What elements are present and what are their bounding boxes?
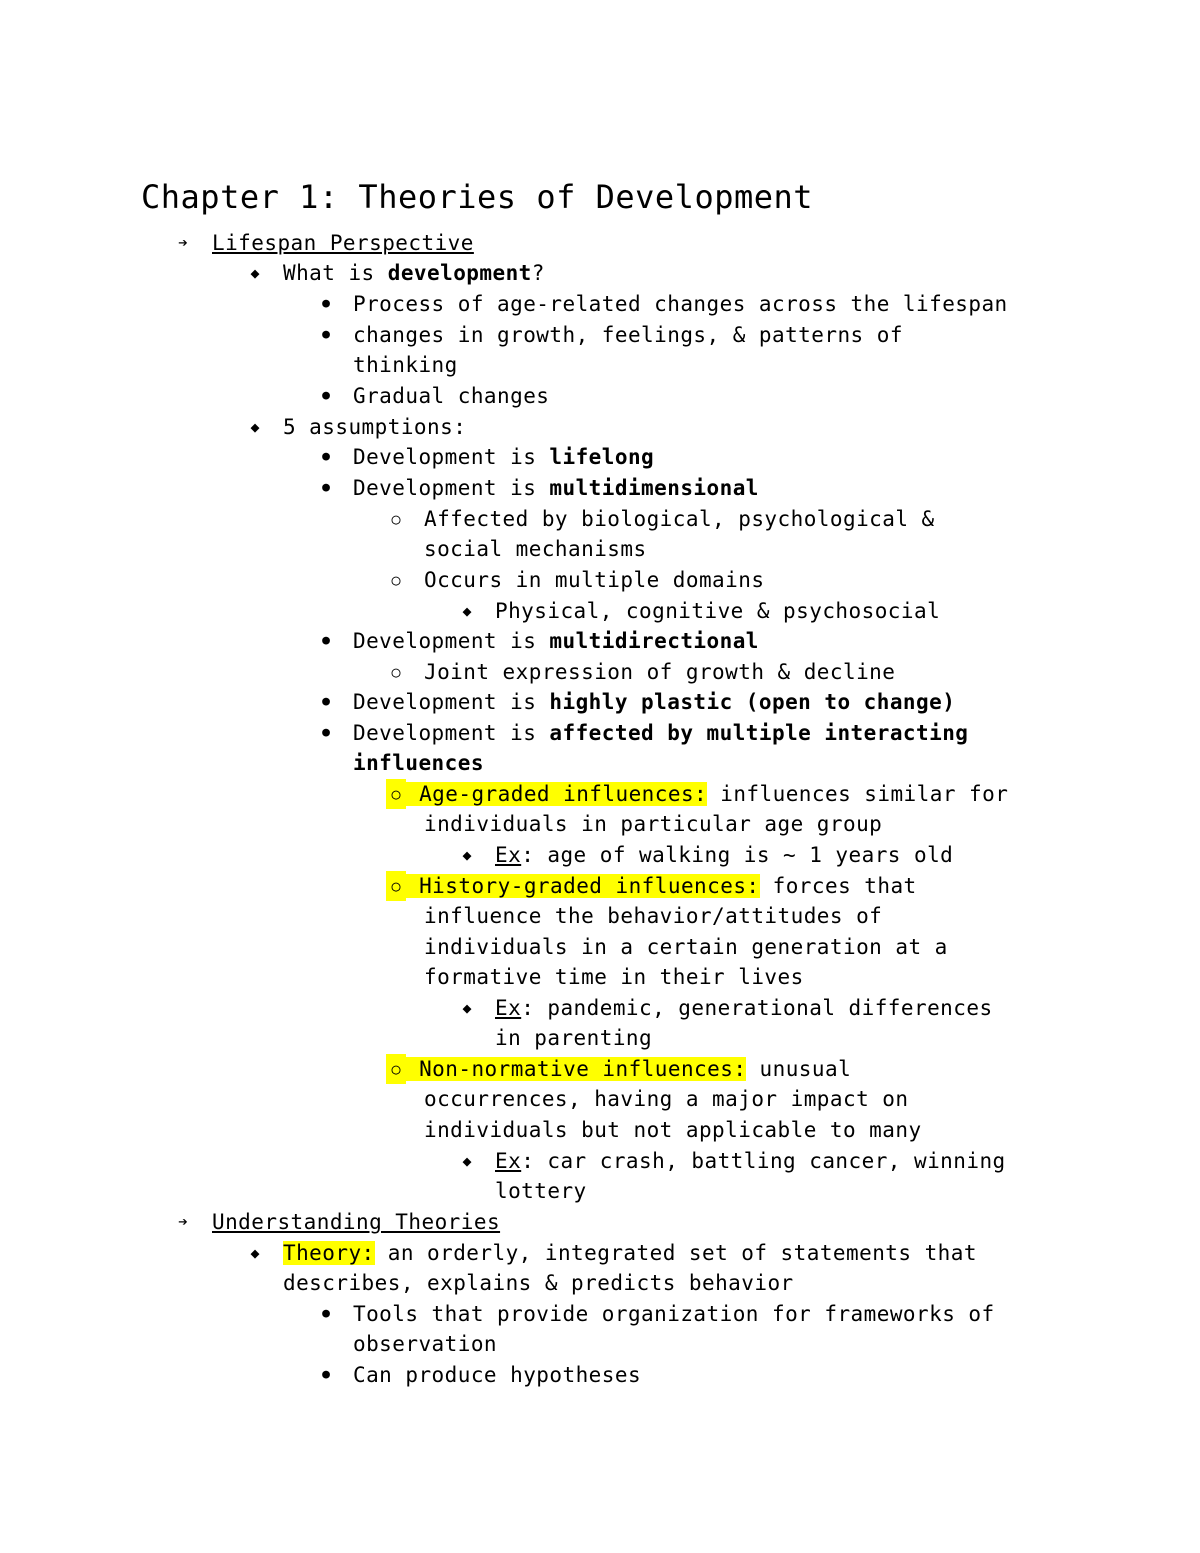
circle-bullet-icon: ○ [386, 779, 406, 809]
circle-bullet-icon: ○ [386, 1054, 406, 1084]
list-item: Development is highly plastic (open to change) [353, 690, 956, 714]
circle-bullet-icon: ○ [391, 571, 401, 589]
list-item-continuation: in parenting [495, 1026, 653, 1050]
definition-theory: Theory: an orderly, integrated set of statements that [283, 1241, 977, 1265]
definition-age-graded: Age-graded influences: influences similar for [406, 779, 1008, 809]
disc-bullet-icon: ● [322, 296, 330, 311]
circle-bullet-icon: ○ [386, 871, 406, 901]
list-item-continuation: individuals in a certain generation at a [424, 935, 948, 959]
list-item-continuation: influences [353, 751, 484, 775]
list-item: Occurs in multiple domains [424, 568, 765, 592]
list-item: Process of age-related changes across the lifespan [353, 292, 1008, 316]
list-item-continuation: lottery [495, 1179, 587, 1203]
diamond-bullet-icon: ◆ [462, 846, 472, 864]
list-item: 5 assumptions: [283, 415, 467, 439]
definition-history-graded: History-graded influences: forces that [406, 871, 917, 901]
list-item: Gradual changes [353, 384, 550, 408]
disc-bullet-icon: ● [322, 449, 330, 464]
example-item: Ex: pandemic, generational differences [495, 996, 993, 1020]
list-item: Affected by biological, psychological & [424, 507, 935, 531]
list-item: changes in growth, feelings, & patterns of [353, 323, 903, 347]
list-item-continuation: occurrences, having a major impact on [424, 1087, 909, 1111]
list-item-continuation: individuals but not applicable to many [424, 1118, 922, 1142]
disc-bullet-icon: ● [322, 633, 330, 648]
arrow-bullet-icon: ➔ [178, 1212, 188, 1231]
diamond-bullet-icon: ◆ [462, 1152, 472, 1170]
list-item-continuation: thinking [353, 353, 458, 377]
list-item: Can produce hypotheses [353, 1363, 642, 1387]
list-item: Development is affected by multiple interacting [353, 721, 969, 745]
example-item: Ex: car crash, battling cancer, winning [495, 1149, 1006, 1173]
list-item-continuation: formative time in their lives [424, 965, 804, 989]
page-title: Chapter 1: Theories of Development [141, 178, 814, 216]
example-item: Ex: age of walking is ~ 1 years old [495, 843, 954, 867]
section-heading-understanding: Understanding Theories [212, 1210, 501, 1234]
circle-bullet-icon: ○ [391, 510, 401, 528]
list-item: Physical, cognitive & psychosocial [495, 599, 941, 623]
list-item-continuation: social mechanisms [424, 537, 647, 561]
list-item: What is development? [283, 261, 545, 285]
circle-bullet-icon: ○ [391, 663, 401, 681]
definition-non-normative: Non-normative influences: unusual [406, 1054, 851, 1084]
list-item-continuation: influence the behavior/attitudes of [424, 904, 883, 928]
disc-bullet-icon: ● [322, 694, 330, 709]
disc-bullet-icon: ● [322, 388, 330, 403]
list-item: Tools that provide organization for frameworks of [353, 1302, 995, 1326]
disc-bullet-icon: ● [322, 480, 330, 495]
arrow-bullet-icon: ➔ [178, 233, 188, 252]
disc-bullet-icon: ● [322, 327, 330, 342]
list-item-continuation: individuals in particular age group [424, 812, 883, 836]
section-heading-lifespan: Lifespan Perspective [212, 231, 474, 255]
disc-bullet-icon: ● [322, 725, 330, 740]
disc-bullet-icon: ● [322, 1367, 330, 1382]
list-item-continuation: observation [353, 1332, 498, 1356]
diamond-bullet-icon: ◆ [462, 602, 472, 620]
diamond-bullet-icon: ◆ [462, 999, 472, 1017]
diamond-bullet-icon: ◆ [250, 418, 260, 436]
disc-bullet-icon: ● [322, 1306, 330, 1321]
list-item: Development is multidirectional [353, 629, 759, 653]
list-item: Joint expression of growth & decline [424, 660, 896, 684]
list-item: Development is lifelong [353, 445, 655, 469]
diamond-bullet-icon: ◆ [250, 1244, 260, 1262]
list-item: Development is multidimensional [353, 476, 759, 500]
list-item-continuation: describes, explains & predicts behavior [283, 1271, 794, 1295]
diamond-bullet-icon: ◆ [250, 264, 260, 282]
